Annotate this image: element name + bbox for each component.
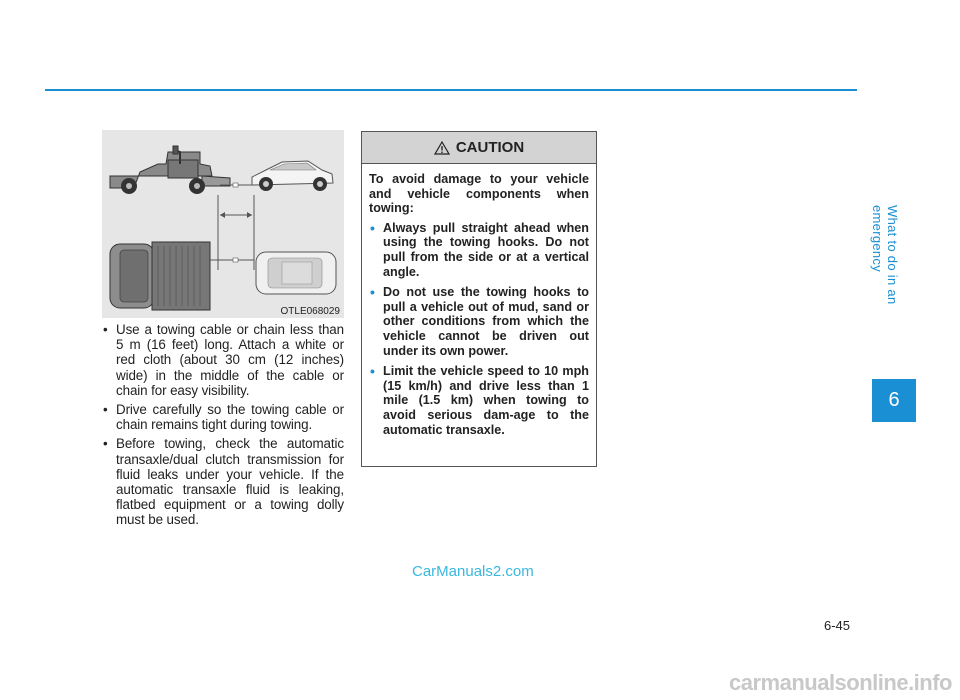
bullet-icon: •: [370, 363, 375, 380]
header-rule: [45, 89, 857, 91]
warning-triangle-icon: [434, 141, 450, 155]
list-item: • Limit the vehicle speed to 10 mph (15 km/h) and drive less than 1 mile (1.5 km) when towing to avoid serious dam-age to the automatic transaxle.: [370, 363, 589, 437]
caution-intro: To avoid damage to your vehicle and vehicle components when towing:: [369, 172, 589, 216]
page-number: 6-45: [824, 618, 851, 633]
towing-illustration: [102, 130, 344, 318]
caution-title: CAUTION: [455, 139, 525, 156]
section-title: What to do in an emergency: [870, 205, 900, 305]
caution-list: [369, 221, 589, 437]
caution-box: [361, 131, 597, 467]
caution-body: [362, 164, 596, 437]
towing-instructions: [102, 322, 344, 532]
chapter-number: 6: [872, 379, 916, 422]
list-item: • Do not use the towing hooks to pull a vehicle out of mud, sand or other conditions from which the vehicle cannot be driven out under its own power.: [370, 284, 589, 358]
list-item: • Before towing, check the automatic transaxle/dual clutch transmission for fluid leaks under your vehicle. If the automatic transaxle fluid is leaking, flatbed equipment or a towing dolly must be used.: [103, 436, 344, 528]
bullet-icon: •: [370, 284, 375, 301]
watermark-link[interactable]: CarManuals2.com: [412, 563, 534, 580]
bullet-icon: •: [103, 322, 108, 337]
figure-code: OTLE068029: [280, 306, 340, 317]
caution-header: [362, 132, 596, 164]
list-item: • Drive carefully so the towing cable or chain remains tight during towing.: [103, 402, 344, 433]
bullet-icon: •: [103, 436, 108, 452]
bullet-icon: •: [370, 219, 375, 236]
list-item: • Always pull straight ahead when using the towing hooks. Do not pull from the side or at a vertical angle.: [370, 219, 589, 279]
site-logo: carmanualsonline.info: [729, 670, 952, 695]
towing-diagram: [102, 130, 344, 318]
list-item: • Use a towing cable or chain less than 5 m (16 feet) long. Attach a white or red cloth (about 30 cm (12 inches) wide) in the middle of the cable or chain for easy visibility.: [103, 322, 344, 398]
bullet-icon: •: [103, 402, 108, 418]
